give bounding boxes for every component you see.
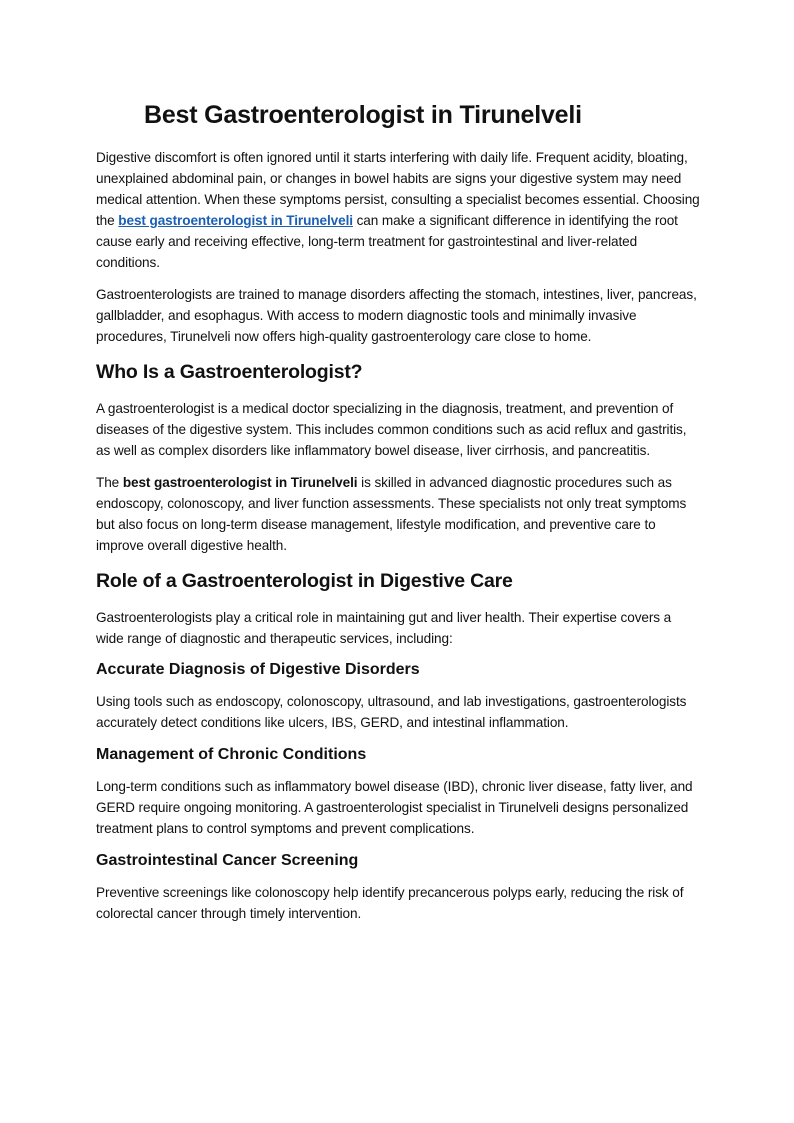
who-text-after-bold: is skilled in advanced diagnostic procedures such as endoscopy, colonoscopy, and liver function assessments. These specialists not only treat symptoms but also focus on long-term disease management, lifestyle modification, and preventive care to improve overall digestive health. [96,475,687,553]
diagnosis-heading: Accurate Diagnosis of Digestive Disorders [96,661,420,678]
intro-paragraph-2: Gastroenterologists are trained to manage disorders affecting the stomach, intestines, liver, pancreas, gallbladder, and esophagus. With access to modern diagnostic tools and minimally invasive procedures, Tirunelveli now offers high-quality gastroenterology care close to home. [96,287,697,344]
who-heading: Who Is a Gastroenterologist? [96,361,363,383]
best-gastroenterologist-link[interactable]: best gastroenterologist in Tirunelveli [118,213,353,228]
who-text-before-bold: The [96,475,123,490]
intro-paragraph-1 [96,147,702,273]
chronic-paragraph: Long-term conditions such as inflammatory bowel disease (IBD), chronic liver disease, fatty liver, and GERD require ongoing monitoring. A gastroenterologist specialist in Tirunelveli designs personalized treatment plans to control symptoms and prevent complications. [96,779,693,836]
diagnosis-paragraph: Using tools such as endoscopy, colonoscopy, ultrasound, and lab investigations, gastroenterologists accurately detect conditions like ulcers, IBS, GERD, and intestinal inflammation. [96,694,687,730]
intro-text-after-link: can make a significant difference in identifying the root cause early and receiving effective, long-term treatment for gastrointestinal and liver-related conditions. [96,213,678,270]
chronic-heading: Management of Chronic Conditions [96,746,367,763]
role-paragraph: Gastroenterologists play a critical role in maintaining gut and liver health. Their expertise covers a wide range of diagnostic and therapeutic services, including: [96,610,672,646]
intro-text-before-link: Digestive discomfort is often ignored until it starts interfering with daily life. Frequent acidity, bloating, unexplained abdominal pain, or changes in bowel habits are signs your digestive system may need medical attention. When these symptoms persist, consulting a specialist becomes essential. Choosing the [96,150,700,228]
page-title: Best Gastroenterologist in Tirunelveli [144,101,582,129]
role-heading: Role of a Gastroenterologist in Digestive Care [96,570,513,592]
who-bold-phrase: best gastroenterologist in Tirunelveli [122,475,358,490]
document-body [96,98,702,924]
cancer-screening-paragraph: Preventive screenings like colonoscopy help identify precancerous polyps early, reducing the risk of colorectal cancer through timely intervention. [96,885,684,921]
who-paragraph-1: A gastroenterologist is a medical doctor specializing in the diagnosis, treatment, and prevention of diseases of the digestive system. This includes common conditions such as acid reflux and gastritis, as well as complex disorders like inflammatory bowel disease, liver cirrhosis, and pancreatitis. [96,401,687,458]
who-paragraph-2 [96,472,702,556]
cancer-screening-heading: Gastrointestinal Cancer Screening [96,852,359,869]
